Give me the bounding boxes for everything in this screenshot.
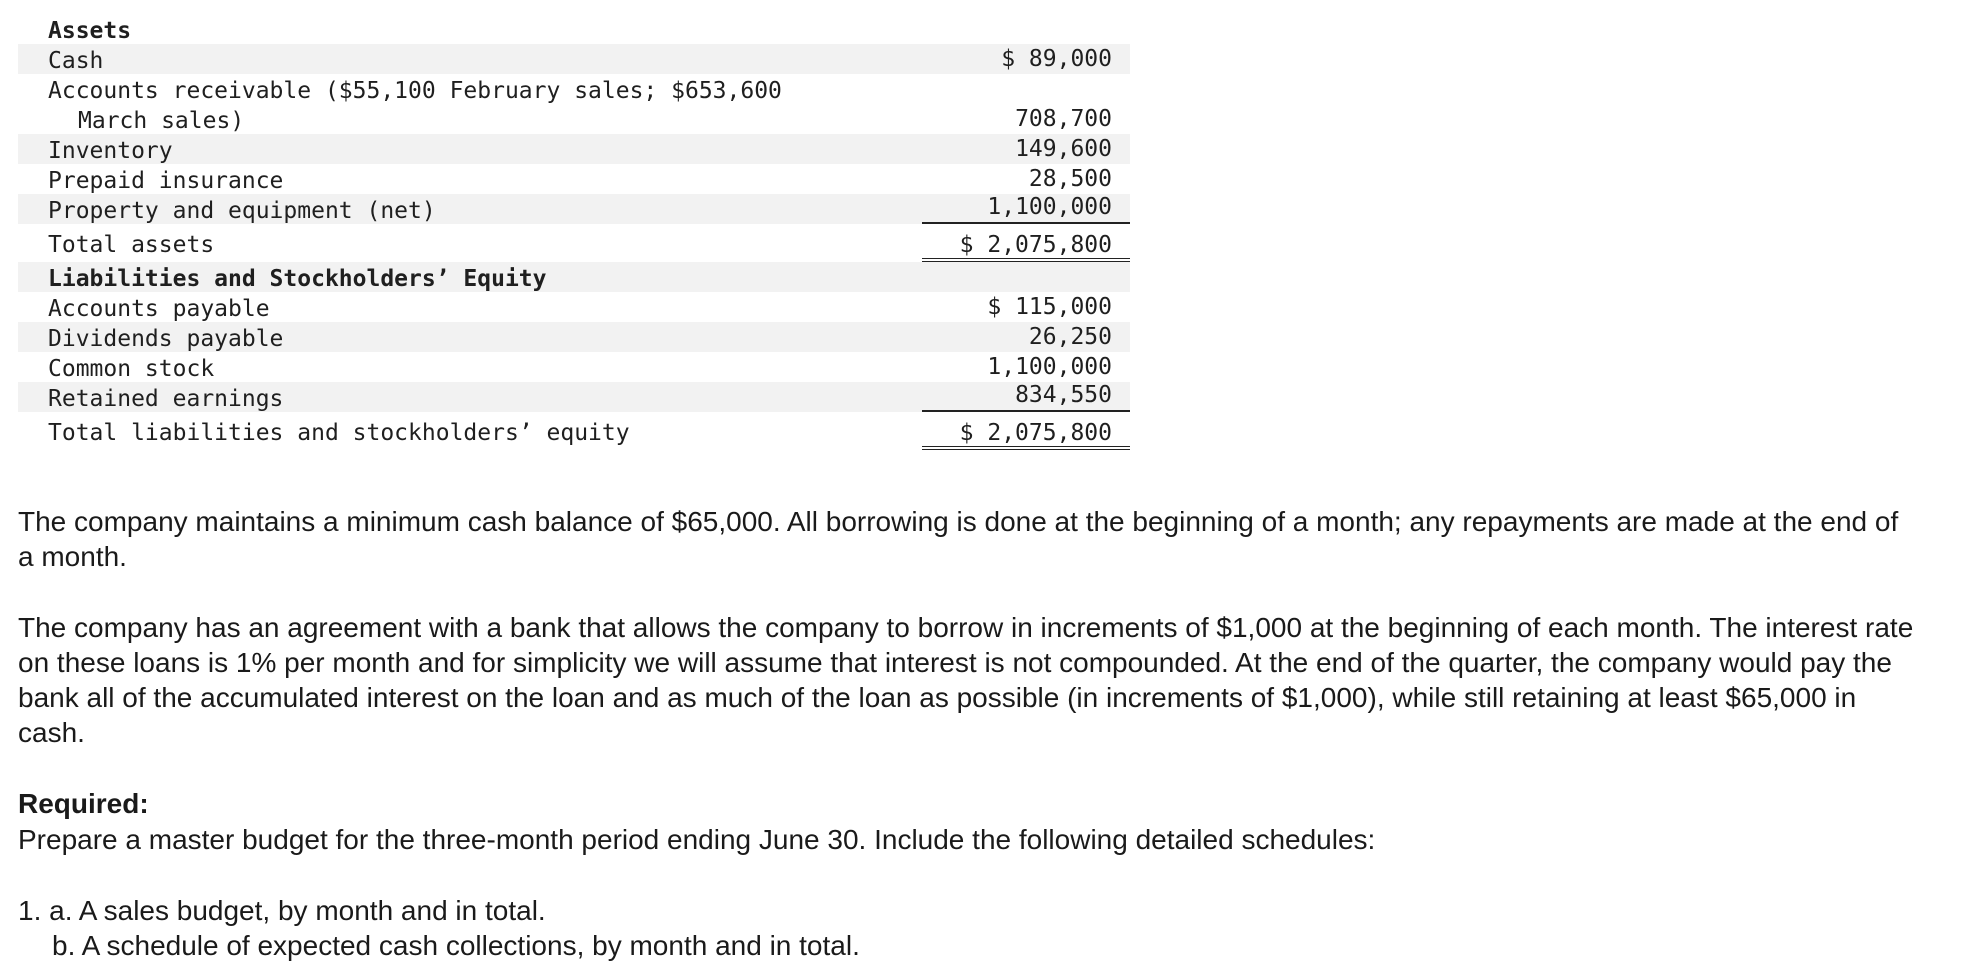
retained-earnings-label: Retained earnings	[48, 386, 284, 412]
row-total-liabilities-equity	[18, 412, 1130, 450]
row-inventory	[18, 134, 1130, 164]
item-1b: b. A schedule of expected cash collections, by month and in total.	[52, 930, 860, 961]
row-cash	[18, 44, 1130, 74]
ar-label-line2: March sales)	[78, 108, 245, 134]
liabilities-heading: Liabilities and Stockholders’ Equity	[48, 266, 547, 292]
inventory-label: Inventory	[48, 138, 173, 164]
common-stock-value: 1,100,000	[987, 354, 1112, 380]
total-liabilities-equity-value: $ 2,075,800	[959, 420, 1112, 446]
row-retained-earnings	[18, 382, 1130, 412]
row-accounts-receivable	[18, 74, 1130, 134]
balance-sheet-table	[18, 14, 1130, 450]
accounts-payable-value: $ 115,000	[987, 294, 1112, 320]
row-prepaid-insurance	[18, 164, 1130, 194]
row-dividends-payable	[18, 322, 1130, 352]
assets-heading: Assets	[48, 18, 132, 44]
retained-earnings-value: 834,550	[1015, 382, 1112, 408]
required-instructions: Prepare a master budget for the three-month period ending June 30. Include the following detailed schedules:	[18, 824, 1376, 855]
item-1a: 1. a. A sales budget, by month and in total.	[18, 895, 546, 926]
dividends-payable-value: 26,250	[1028, 324, 1112, 350]
row-common-stock	[18, 352, 1130, 382]
row-total-assets	[18, 224, 1130, 262]
total-liabilities-equity-label: Total liabilities and stockholders’ equity	[48, 420, 630, 446]
total-assets-label: Total assets	[48, 232, 215, 258]
accounts-receivable-label	[48, 76, 782, 136]
cash-value: $ 89,000	[1001, 46, 1112, 72]
prepaid-insurance-value: 28,500	[1028, 166, 1112, 192]
row-assets-heading	[18, 14, 1130, 44]
bank-agreement-paragraph: The company has an agreement with a bank that allows the company to borrow in increments of $1,000 at the beginning of each month. The interest rate on these loans is 1% per month and for simplicity we will assume that interest is not compounded. At the end of the quarter, the company would pay the bank all of the accumulated interest on the loan and as much of the loan as possible (in increments of $1,000), while still retaining at least $65,000 in cash.	[18, 612, 1914, 748]
row-liabilities-heading	[18, 262, 1130, 292]
accounts-receivable-value: 708,700	[1015, 106, 1112, 132]
required-heading: Required:	[18, 788, 149, 819]
accounts-payable-label: Accounts payable	[48, 296, 270, 322]
row-property-equipment	[18, 194, 1130, 224]
dividends-payable-label: Dividends payable	[48, 326, 284, 352]
minimum-cash-paragraph: The company maintains a minimum cash balance of $65,000. All borrowing is done at the beginning of a month; any repayments are made at the end of a month.	[18, 506, 1899, 572]
ar-label-line1: Accounts receivable ($55,100 February sales; $653,600	[48, 78, 782, 104]
property-equipment-label: Property and equipment (net)	[48, 198, 436, 224]
common-stock-label: Common stock	[48, 356, 215, 382]
prepaid-insurance-label: Prepaid insurance	[48, 168, 284, 194]
row-accounts-payable	[18, 292, 1130, 322]
total-assets-value: $ 2,075,800	[959, 232, 1112, 258]
inventory-value: 149,600	[1015, 136, 1112, 162]
property-equipment-value: 1,100,000	[987, 194, 1112, 220]
cash-label: Cash	[48, 48, 104, 74]
